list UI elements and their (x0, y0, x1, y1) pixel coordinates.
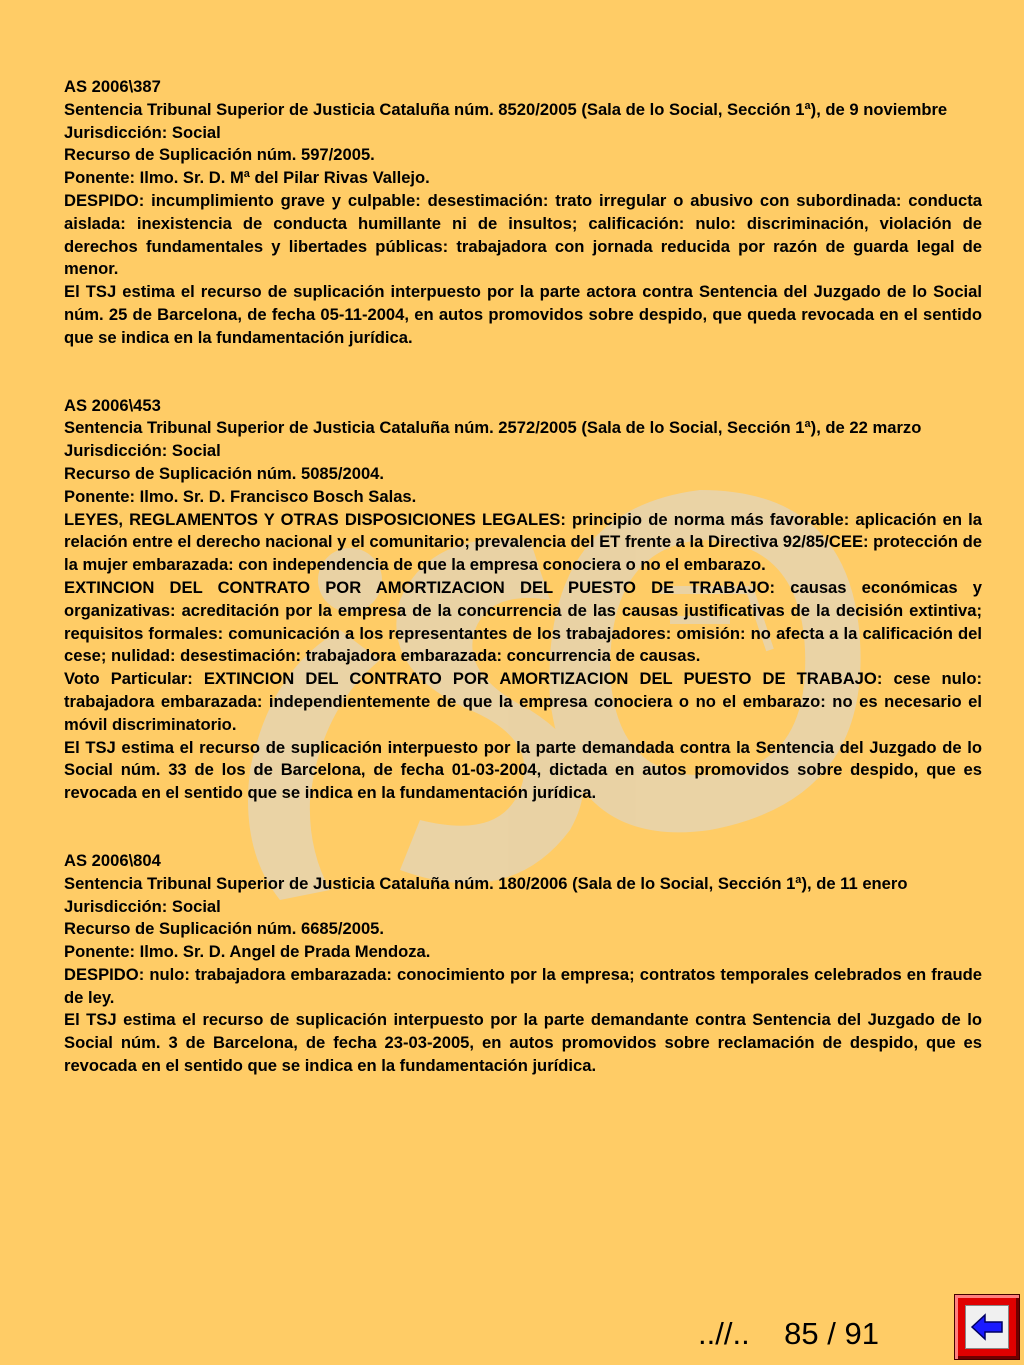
case-ruling: El TSJ estima el recurso de suplicación interpuesto por la parte demandada contra la Sentencia del Juzgado de lo Social núm. 33 de los de Barcelona, de fecha 01-03-2004, dictada en autos promovidos sobre despido, que es revocada en el sentido que se indica en la fundamentación jurídica. (64, 737, 982, 803)
case-ruling: El TSJ estima el recurso de suplicación interpuesto por la parte actora contra Sentencia del Juzgado de lo Social núm. 25 de Barcelona, de fecha 05-11-2004, en autos promovidos sobre despido, que queda revocada en el sentido que se indica en la fundamentación jurídica. (64, 282, 982, 347)
case-appeal: Recurso de Suplicación núm. 597/2005. (64, 145, 375, 165)
case-entry-1 (64, 76, 982, 350)
case-judge: Ponente: Ilmo. Sr. D. Francisco Bosch Salas. (64, 486, 417, 506)
case-summary: DESPIDO: nulo: trabajadora embarazada: conocimiento por la empresa; contratos temporales celebrados en fraude de ley. (64, 964, 982, 1007)
case-jurisdiction: Jurisdicción: Social (64, 122, 221, 142)
case-entry-2 (64, 395, 982, 805)
case-title: Sentencia Tribunal Superior de Justicia Cataluña núm. 8520/2005 (Sala de lo Social, Sección 1ª), de 9 noviembre (64, 99, 948, 119)
page-total: 91 (844, 1316, 879, 1351)
case-jurisdiction: Jurisdicción: Social (64, 896, 221, 916)
page-footer (698, 1316, 879, 1352)
case-ruling: El TSJ estima el recurso de suplicación interpuesto por la parte demandante contra Sentencia del Juzgado de lo Social núm. 3 de Barcelona, de fecha 23-03-2005, en autos promovidos sobre reclamación de despido, que es revocada en el sentido que se indica en la fundamentación jurídica. (64, 1010, 982, 1076)
back-button[interactable] (954, 1294, 1020, 1360)
case-judge: Ponente: Ilmo. Sr. D. Mª del Pilar Rivas Vallejo. (64, 168, 430, 188)
document-body (64, 76, 982, 1078)
case-appeal: Recurso de Suplicación núm. 5085/2004. (64, 463, 385, 483)
page-current: 85 (784, 1316, 819, 1351)
case-reference: AS 2006\453 (64, 395, 161, 415)
case-summary: LEYES, REGLAMENTOS Y OTRAS DISPOSICIONES LEGALES: principio de norma más favorable: aplicación en la relación entre el derecho nacional y el comunitario; prevalencia del ET frente a la Directiva 92/85/CEE: protección de la mujer embarazada: con independencia de que la empresa conociera o no el embarazo. (64, 509, 982, 575)
case-title: Sentencia Tribunal Superior de Justicia Cataluña núm. 180/2006 (Sala de lo Social, Sección 1ª), de 11 enero (64, 873, 908, 893)
case-appeal: Recurso de Suplicación núm. 6685/2005. (64, 919, 385, 939)
case-summary: EXTINCION DEL CONTRATO POR AMORTIZACION DEL PUESTO DE TRABAJO: causas económicas y organizativas: acreditación por la empresa de la concurrencia de las causas justificativas de la decisión extintiva; requisitos formales: comunicación a los representantes de los trabajadores: omisión: no afecta a la calificación del cese; nulidad: desestimación: trabajadora embarazada: concurrencia de causas. (64, 577, 982, 666)
case-summary: DESPIDO: incumplimiento grave y culpable: desestimación: trato irregular o abusivo con subordinada: conducta aislada: inexistencia de conducta humillante ni de insultos; calificación: nulo: discriminación, violación de derechos fundamentales y libertades públicas: trabajadora con jornada reducida por razón de guarda legal de menor. (64, 190, 982, 279)
nav-ellipsis-link[interactable]: ..//.. (698, 1316, 750, 1351)
case-judge: Ponente: Ilmo. Sr. D. Angel de Prada Mendoza. (64, 942, 431, 962)
back-button-face (965, 1305, 1009, 1349)
case-reference: AS 2006\804 (64, 850, 161, 870)
case-jurisdiction: Jurisdicción: Social (64, 441, 221, 461)
case-entry-3 (64, 850, 982, 1078)
page-separator: / (827, 1316, 836, 1351)
case-dissent: Voto Particular: EXTINCION DEL CONTRATO POR AMORTIZACION DEL PUESTO DE TRABAJO: cese nulo: trabajadora embarazada: independientemente de que la empresa conociera o no el embarazo: no es necesario el móvil discriminatorio. (64, 669, 982, 734)
case-reference: AS 2006\387 (64, 77, 161, 96)
back-arrow-icon (966, 1306, 1008, 1348)
case-title: Sentencia Tribunal Superior de Justicia Cataluña núm. 2572/2005 (Sala de lo Social, Sección 1ª), de 22 marzo (64, 418, 922, 438)
